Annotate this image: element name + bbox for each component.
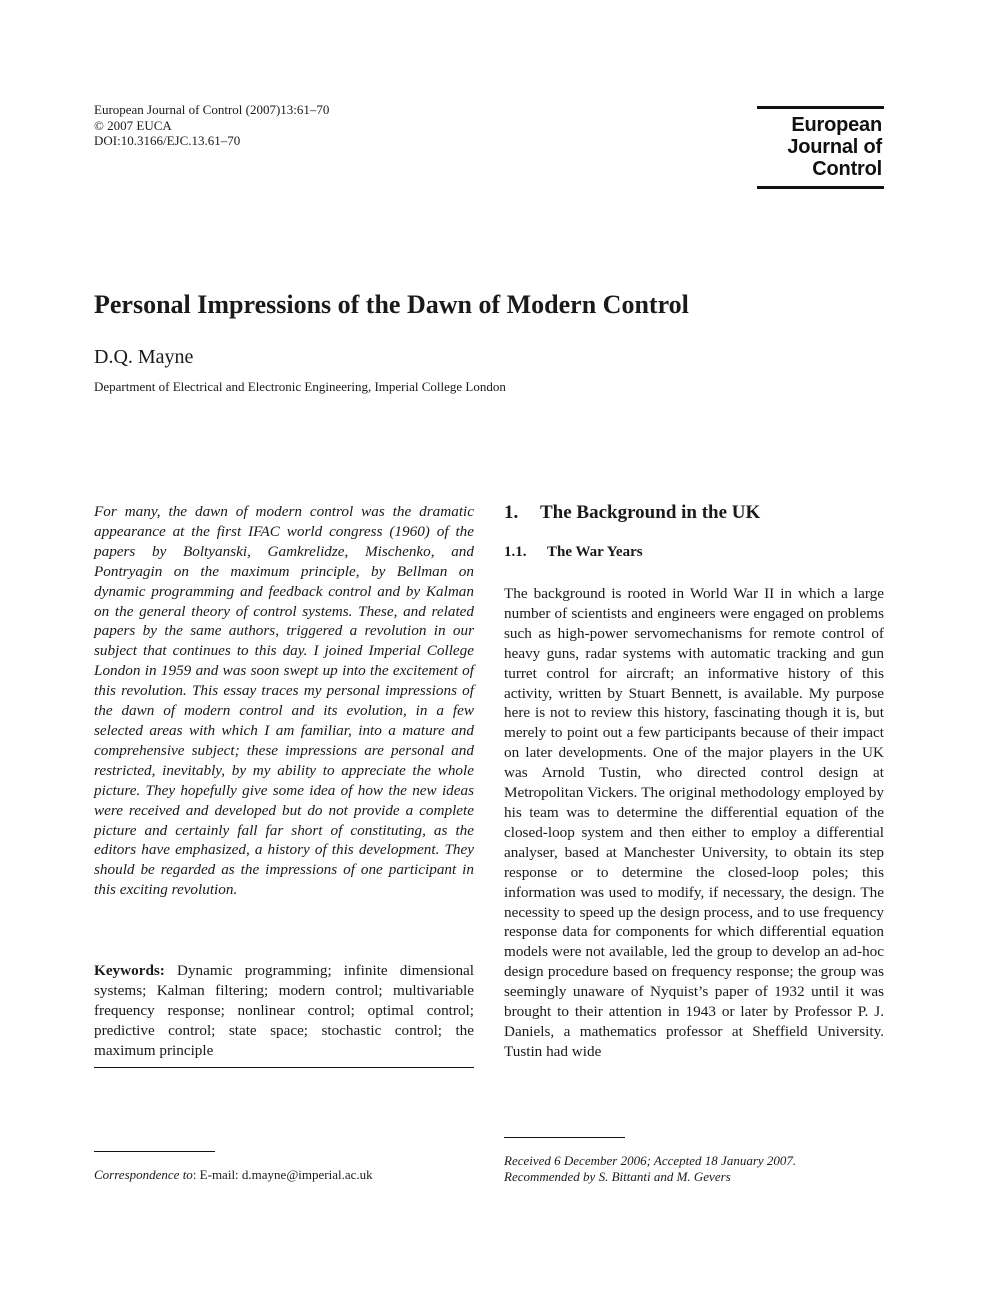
logo-wordmark — [787, 114, 882, 180]
author-name: D.Q. Mayne — [94, 346, 194, 368]
abstract-divider — [94, 1067, 474, 1068]
copyright-line: © 2007 EUCA — [94, 118, 172, 133]
section-title: The Background in the UK — [540, 502, 761, 523]
section-number: 1. — [504, 502, 519, 523]
correspondence-email: : E-mail: d.mayne@imperial.ac.uk — [192, 1167, 373, 1182]
doi-line: DOI:10.3166/EJC.13.61–70 — [94, 133, 241, 148]
keywords-text: Dynamic programming; infinite dimensional systems; Kalman filtering; modern control; multivariable frequency response; nonlinear control; optimal control; predictive control; state space; stochastic control; the maximum principle — [94, 962, 475, 1059]
correspondence-label: Correspondence to — [94, 1167, 193, 1182]
received-note — [504, 1153, 796, 1185]
logo-line-1: European — [791, 114, 882, 136]
recommended-by: Recommended by S. Bittanti and M. Gevers — [504, 1169, 731, 1184]
logo-line-2: Journal of — [787, 136, 882, 158]
subsection-title: The War Years — [547, 544, 643, 560]
logo-top-rule — [757, 106, 884, 109]
footnote-rule-right — [504, 1137, 625, 1138]
keywords-label: Keywords: — [94, 962, 165, 979]
body-paragraph: The background is rooted in World War II in which a large number of scientists and engineers were engaged on problems such as high-power servomechanisms for remote control of heavy guns, radar systems with automatic tracking and gun turret control for aircraft; an informative history of this activity, written by Stuart Bennett, is available. My purpose here is not to review this history, fascinating though it is, but merely to point out a few participants because of their impact on later developments. One of the major players in the UK was Arnold Tustin, who directed control design at Metropolitan Vickers. The original methodology employed by his team was to determine the differential equation of the closed-loop system and then either to employ a differential analyser, based at Manchester University, to obtain its step response or to determine the closed-loop poles; this information was used to modify, if necessary, the design. The necessity to speed up the design process, and to use frequency response data for components for which differential equation models were not available, led the group to develop an ad-hoc design procedure based on frequency response; the group was seemingly unaware of Nyquist’s paper of 1932 until it was brought to their attention in 1943 or later by Professor P. J. Daniels, a mathematics professor at Sheffield University. Tustin had wide — [504, 585, 884, 1060]
footnote-rule-left — [94, 1151, 215, 1152]
subsection-number: 1.1. — [504, 544, 527, 560]
author-affiliation: Department of Electrical and Electronic Engineering, Imperial College London — [94, 379, 506, 394]
logo-line-3: Control — [812, 158, 882, 180]
subsection-heading — [504, 544, 643, 561]
article-title: Personal Impressions of the Dawn of Modern Control — [94, 290, 689, 319]
section-heading — [504, 502, 760, 524]
abstract-text: For many, the dawn of modern control was the dramatic appearance at the first IFAC world congress (1960) of the papers by Boltyanski, Gamkrelidze, Mischenko, and Pontryagin on the maximum principle, by Bellman on dynamic programming and feedback control and by Kalman on the general theory of control systems. These, and related papers by the same authors, triggered a revolution in our subject that continues to this day. I joined Imperial College London in 1959 and was soon swept up into the excitement of this revolution. This essay traces my personal impressions of the dawn of modern control and its evolution, in a few selected areas with which I am familiar, into a mature and comprehensive subject; these impressions are personal and restricted, inevitably, by my ability to appreciate the whole picture. They hopefully give some idea of how the new ideas were received and developed but do not provide a complete picture and certainly fall far short of constituting, as the editors have emphasized, a history of this development. They should be regarded as the impressions of one participant in this exciting revolution. — [94, 503, 474, 899]
journal-logo — [757, 106, 884, 190]
journal-citation: European Journal of Control (2007)13:61–70 — [94, 102, 330, 117]
correspondence-note — [94, 1167, 373, 1183]
keywords-paragraph — [94, 961, 474, 1061]
logo-bottom-rule — [757, 186, 884, 189]
received-dates: Received 6 December 2006; Accepted 18 January 2007. — [504, 1153, 797, 1168]
